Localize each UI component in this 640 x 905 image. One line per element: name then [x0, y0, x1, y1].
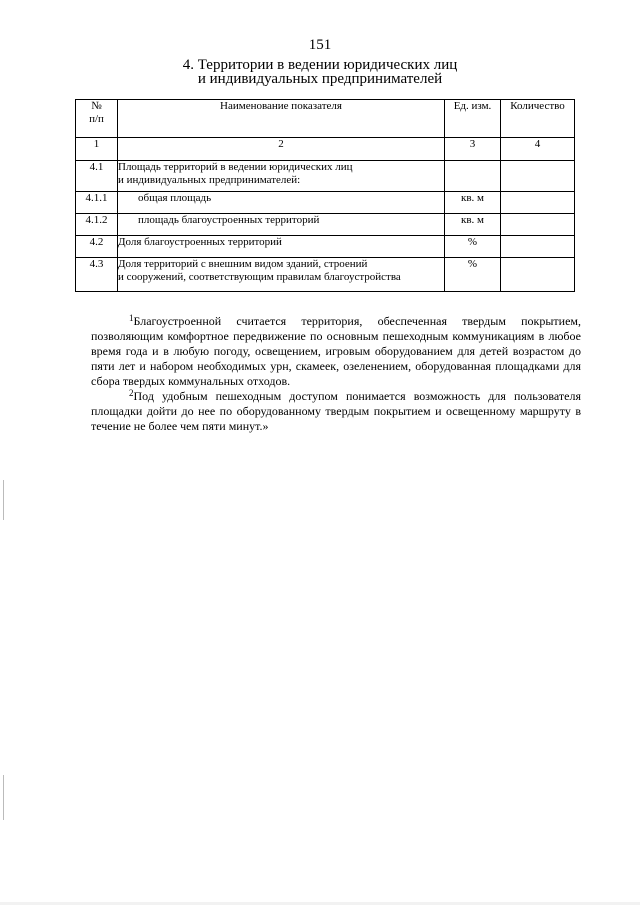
table-row [76, 214, 575, 236]
footnote-2 [91, 389, 581, 434]
indicators-table [75, 99, 575, 292]
row-indicator-name: общая площадь [118, 192, 445, 214]
row-number: 4.2 [76, 236, 118, 258]
footnote-text: Под удобным пешеходным доступом понимается возможность для пользователя площадки дойти до нее по оборудованному твердым покрытием и освещенному маршруту в течение не более чем пяти минут.» [91, 389, 581, 433]
row-quantity [501, 236, 575, 258]
table-header-row [76, 100, 575, 138]
header-number [76, 100, 118, 138]
row-quantity [501, 161, 575, 192]
footnote-text: Благоустроенной считается территория, обеспеченная твердым покрытием, позволяющим комфортное передвижение по основным пешеходным коммуникациям в любое время года и в любую погоду, освещением, игровым оборудованием для детей возрастом до пяти лет и набором необходимых урн, скамеек, озеленением, оборудованная площадками для сбора твердых коммунальных отходов. [91, 314, 581, 388]
scan-margin-mark [3, 480, 4, 520]
row-name-line-2: и индивидуальных предпринимателей: [118, 174, 301, 186]
table-row [76, 258, 575, 292]
row-indicator-name: Доля благоустроенных территорий [118, 236, 445, 258]
footnote-marker: 2 [129, 388, 134, 398]
row-indicator-name [118, 161, 445, 192]
row-quantity [501, 214, 575, 236]
footnote-marker: 1 [129, 313, 134, 323]
row-name-line-2: и сооружений, соответствующим правилам благоустройства [118, 271, 401, 283]
row-unit: кв. м [445, 214, 501, 236]
row-indicator-name: площадь благоустроенных территорий [118, 214, 445, 236]
column-number-cell: 4 [501, 138, 575, 161]
row-unit: кв. м [445, 192, 501, 214]
table-row [76, 161, 575, 192]
column-number-cell: 3 [445, 138, 501, 161]
table-row [76, 192, 575, 214]
header-quantity: Количество [501, 100, 575, 138]
row-name-line-1: Доля территорий с внешним видом зданий, строений [118, 258, 368, 270]
header-number-abbr: п/п [89, 113, 104, 125]
row-unit: % [445, 258, 501, 292]
column-number-cell: 2 [118, 138, 445, 161]
header-unit: Ед. изм. [445, 100, 501, 138]
row-number: 4.3 [76, 258, 118, 292]
row-unit [445, 161, 501, 192]
footnote-1 [91, 314, 581, 389]
section-title-line-2: и индивидуальных предпринимателей [197, 71, 443, 87]
table-row [76, 236, 575, 258]
row-number: 4.1.1 [76, 192, 118, 214]
row-name-line-1: Площадь территорий в ведении юридических лиц [118, 161, 353, 173]
row-quantity [501, 192, 575, 214]
column-number-cell: 1 [76, 138, 118, 161]
row-number: 4.1 [76, 161, 118, 192]
header-indicator-name: Наименование показателя [118, 100, 445, 138]
section-title [0, 58, 640, 86]
page-number: 151 [308, 37, 332, 53]
row-indicator-name [118, 258, 445, 292]
footnotes [91, 314, 581, 434]
row-number: 4.1.2 [76, 214, 118, 236]
column-number-row [76, 138, 575, 161]
row-unit: % [445, 236, 501, 258]
section-title-line-1: 4. Территории в ведении юридических лиц [182, 57, 458, 73]
row-quantity [501, 258, 575, 292]
header-number-sign: № [91, 100, 102, 112]
scan-margin-mark [3, 775, 4, 820]
